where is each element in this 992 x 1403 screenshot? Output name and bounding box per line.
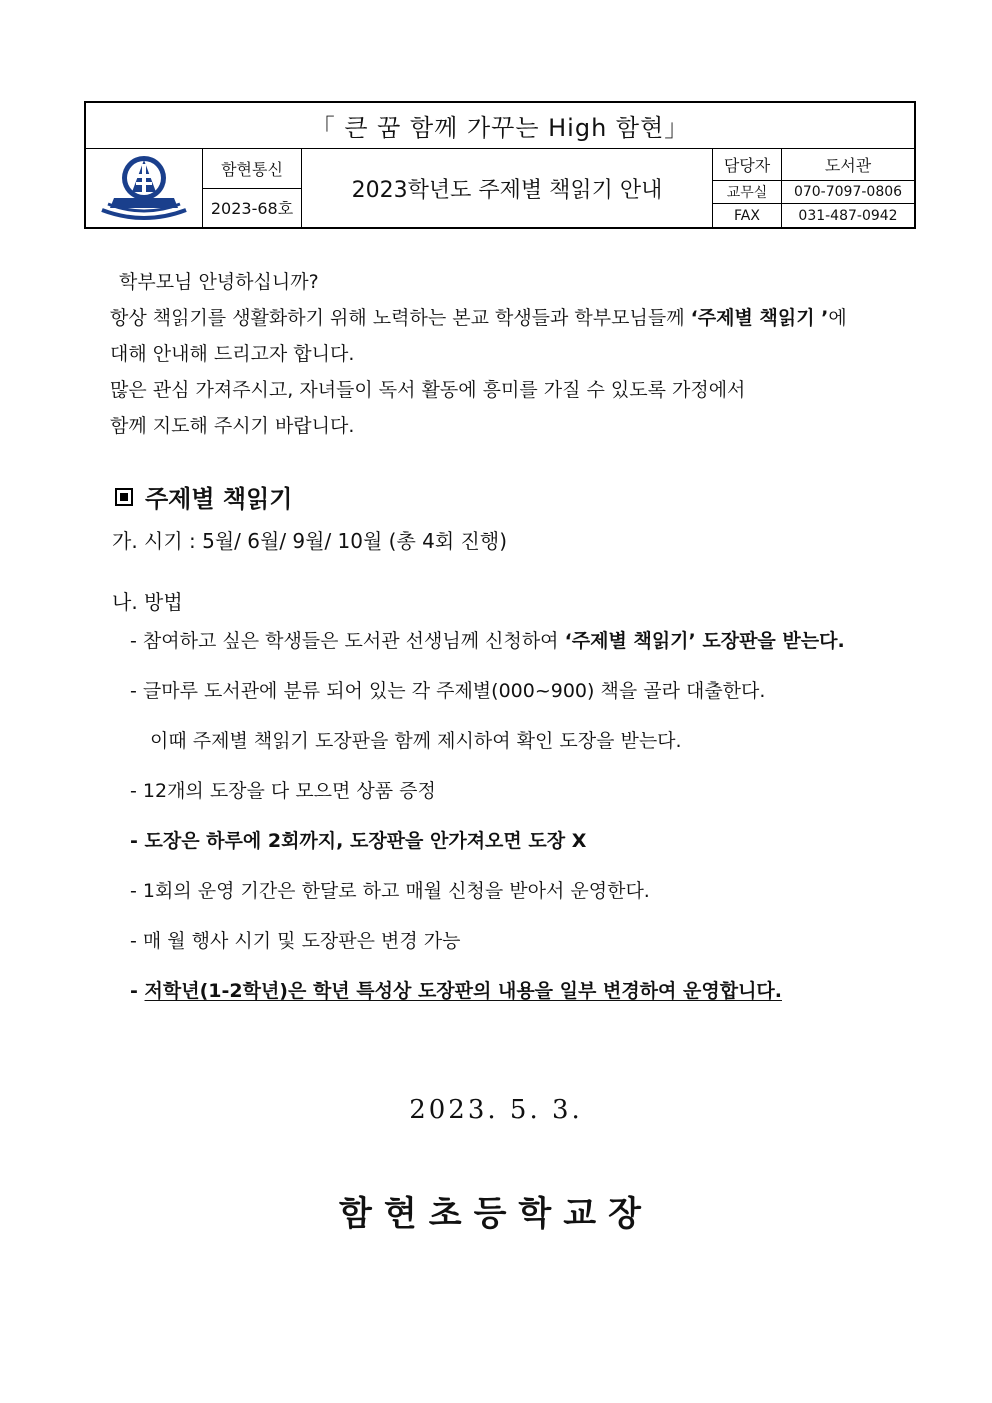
header-info-row: [86, 149, 914, 227]
intro-paragraph: [110, 264, 900, 444]
method-item: - 글마루 도서관에 분류 되어 있는 각 주제별(000~900) 책을 골라 대출한다.: [130, 680, 766, 702]
method-item-notice: [130, 976, 782, 1003]
contact-row-fax: [713, 204, 914, 227]
section-heading: [115, 479, 292, 514]
contact-label: FAX: [713, 204, 782, 227]
method-item-continued: 이때 주제별 책읽기 도장판을 함께 제시하여 확인 도장을 받는다.: [150, 730, 682, 752]
intro-text: 에: [828, 307, 847, 329]
logo-cell: [86, 149, 203, 227]
program-name-emphasis: ‘주제별 책읽기 ’: [690, 307, 829, 329]
document-title: 2023학년도 주제별 책읽기 안내: [302, 149, 713, 227]
contact-value: 070-7097-0806: [793, 183, 903, 200]
intro-text: 항상 책읽기를 생활화하기 위해 노력하는 본교 학생들과 학부모님들께: [110, 307, 691, 329]
lower-grade-notice: 저학년(1-2학년)은 학년 특성상 도장판의 내용을 일부 변경하여 운영합니다.: [144, 980, 782, 1002]
method-heading: 나. 방법: [112, 590, 183, 614]
greeting: 학부모님 안녕하십니까?: [119, 271, 319, 293]
method-item-emphasis: ‘주제별 책읽기’ 도장판을 받는다.: [564, 630, 845, 652]
contact-row-office: [713, 181, 914, 205]
method-item-text: - 참여하고 싶은 학생들은 도서관 선생님께 신청하여: [130, 630, 565, 652]
header-table: [84, 101, 916, 229]
intro-line: 대해 안내해 드리고자 합니다.: [110, 343, 355, 365]
period-line: 가. 시기 : 5월/ 6월/ 9월/ 10월 (총 4회 진행): [112, 529, 508, 553]
newsletter-name: 함현통신: [203, 149, 301, 189]
issue-date: 2023. 5. 3.: [409, 1095, 583, 1125]
section-title-text: 주제별 책읽기: [145, 485, 293, 513]
issue-cell: [203, 149, 302, 227]
contact-value: 031-487-0942: [798, 207, 898, 224]
intro-line: 많은 관심 가져주시고, 자녀들이 독서 활동에 흥미를 가질 수 있도록 가정에서: [110, 379, 746, 401]
method-item: - 매 월 행사 시기 및 도장판은 변경 가능: [130, 930, 461, 952]
method-item-rule: - 도장은 하루에 2회까지, 도장판을 안가져오면 도장 X: [130, 830, 587, 852]
dash: -: [130, 980, 145, 1002]
contact-row-manager: [713, 149, 914, 181]
issue-number: 2023-68호: [210, 199, 294, 219]
contact-cell: [713, 149, 914, 227]
method-item: - 1회의 운영 기간은 한달로 하고 매월 신청을 받아서 운영한다.: [130, 880, 650, 902]
contact-label: 담당자: [713, 149, 782, 180]
signer: 함현초등학교장: [339, 1194, 653, 1234]
contact-value: 도서관: [824, 155, 872, 175]
method-item: - 12개의 도장을 다 모으면 상품 증정: [130, 780, 436, 802]
school-motto: 「 큰 꿈 함께 가꾸는 High 함현」: [86, 103, 914, 149]
square-bullet-icon: [115, 488, 133, 506]
school-emblem-icon: [98, 152, 190, 224]
contact-label: 교무실: [713, 181, 782, 204]
method-item: [130, 626, 845, 653]
intro-line: [110, 300, 900, 336]
intro-line: 함께 지도해 주시기 바랍니다.: [110, 415, 355, 437]
